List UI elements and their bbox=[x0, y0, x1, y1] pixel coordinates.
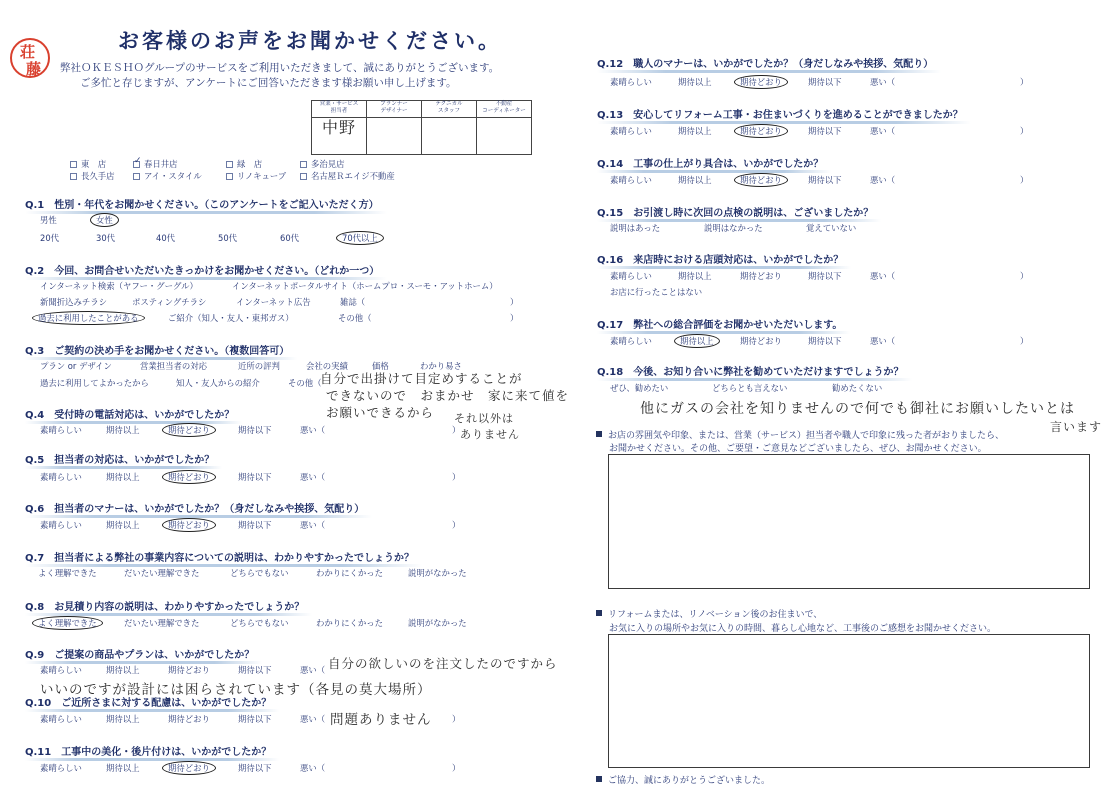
q1-age-20s[interactable]: 20代 bbox=[40, 233, 60, 243]
q2-internet-search[interactable]: インターネット検索（ヤフー・グーグル） bbox=[40, 281, 198, 291]
q2-referral[interactable]: ご紹介（知人・友人・東邦ガス） bbox=[168, 313, 294, 323]
checkbox[interactable] bbox=[133, 173, 140, 180]
q14-excellent[interactable]: 素晴らしい bbox=[610, 175, 652, 185]
q13-excellent[interactable]: 素晴らしい bbox=[610, 126, 652, 136]
q5-bad-close: ） bbox=[452, 472, 461, 482]
q1-age-30s[interactable]: 30代 bbox=[96, 233, 116, 243]
checkbox[interactable] bbox=[70, 161, 77, 168]
q12-excellent[interactable]: 素晴らしい bbox=[610, 77, 652, 87]
q2-magazine-close: ） bbox=[510, 297, 519, 307]
q1-age-70s[interactable]: 70代以上 bbox=[342, 232, 378, 244]
q9-below[interactable]: 期待以下 bbox=[238, 665, 272, 675]
q18-recommend[interactable]: ぜひ、勧めたい bbox=[610, 383, 669, 393]
q3-sales-response[interactable]: 営業担当者の対応 bbox=[140, 361, 207, 371]
q1-age-50s[interactable]: 50代 bbox=[218, 233, 238, 243]
store-east[interactable]: 東 店 bbox=[70, 158, 106, 170]
q7-none[interactable]: 説明がなかった bbox=[408, 568, 467, 578]
q6-above[interactable]: 期待以上 bbox=[106, 520, 140, 530]
q10-handwritten: 問題ありません bbox=[330, 712, 432, 728]
q3-past-good[interactable]: 過去に利用してよかったから bbox=[40, 378, 149, 388]
q10-excellent[interactable]: 素晴らしい bbox=[40, 714, 82, 724]
q5-as-expected[interactable]: 期待どおり bbox=[168, 471, 210, 483]
q17-bad[interactable]: 悪い（ bbox=[870, 336, 896, 346]
company-seal bbox=[10, 38, 50, 78]
q2-other-close: ） bbox=[510, 313, 519, 323]
q17-as-expected[interactable]: 期待どおり bbox=[740, 336, 782, 346]
q9-excellent[interactable]: 素晴らしい bbox=[40, 665, 82, 675]
checkbox[interactable] bbox=[300, 161, 307, 168]
q13-above[interactable]: 期待以上 bbox=[678, 126, 712, 136]
checkbox[interactable] bbox=[70, 173, 77, 180]
q14-as-expected[interactable]: 期待どおり bbox=[740, 174, 782, 186]
free1-prompt-2: お聞かせください。その他、ご要望・ご意見などございましたら、ぜひ、お聞かせください。 bbox=[609, 444, 987, 454]
q16-never-visited[interactable]: お店に行ったことはない bbox=[610, 287, 703, 297]
q18-neither[interactable]: どちらとも言えない bbox=[712, 383, 788, 393]
q2-portal-site[interactable]: インターネットポータルサイト（ホームプロ・スーモ・アットホーム） bbox=[232, 281, 498, 291]
q15-label: Q.15 お引渡し時に次回の点検の説明は、ございましたか？ bbox=[597, 204, 873, 219]
q8-label: Q.8 お見積り内容の説明は、わかりやすかったでしょうか？ bbox=[25, 598, 304, 613]
q6-as-expected[interactable]: 期待どおり bbox=[168, 519, 210, 531]
q4-as-expected[interactable]: 期待どおり bbox=[168, 424, 210, 436]
q13-as-expected[interactable]: 期待どおり bbox=[740, 125, 782, 137]
q4-label: Q.4 受付時の電話対応は、いかがでしたか？ bbox=[25, 406, 234, 421]
free2-prompt-2: お気に入りの場所やお気に入りの時間、暮らし心地など、工事後のご感想をお聞かせください。 bbox=[609, 624, 997, 634]
staff-technical-name[interactable] bbox=[422, 118, 477, 155]
q2-newspaper[interactable]: 新聞折込みチラシ bbox=[40, 297, 107, 307]
seal-char-1: 荘 bbox=[20, 43, 36, 61]
q3-handwritten-1: 自分で出掛けて目定めすることが bbox=[320, 371, 523, 386]
q14-below[interactable]: 期待以下 bbox=[808, 175, 842, 185]
store-nagakute[interactable]: 長久手店 bbox=[70, 170, 115, 182]
q16-as-expected[interactable]: 期待どおり bbox=[740, 271, 782, 281]
q8-hard[interactable]: わかりにくかった bbox=[316, 618, 383, 628]
q10-above[interactable]: 期待以上 bbox=[106, 714, 140, 724]
q10-bad[interactable]: 悪い（ bbox=[300, 714, 326, 724]
q6-below[interactable]: 期待以下 bbox=[238, 520, 272, 530]
q4-above[interactable]: 期待以上 bbox=[106, 425, 140, 435]
q1-age-60s[interactable]: 60代 bbox=[280, 233, 300, 243]
q16-bad[interactable]: 悪い（ bbox=[870, 271, 896, 281]
q2-web-ad[interactable]: インターネット広告 bbox=[236, 297, 311, 307]
q10-bad-close: ） bbox=[452, 714, 461, 724]
q6-label: Q.6 担当者のマナーは、いかがでしたか？（身だしなみや挨拶、気配り） bbox=[25, 500, 364, 515]
q5-above[interactable]: 期待以上 bbox=[106, 472, 140, 482]
q2-past-use[interactable]: 過去に利用したことがある bbox=[38, 312, 139, 324]
checkbox[interactable] bbox=[226, 173, 233, 180]
q1-label: Q.1 性別・年代をお聞かせください。（このアンケートをご記入いただく方） bbox=[25, 196, 379, 211]
q17-label: Q.17 弊社への総合評価をお聞かせいただいします。 bbox=[597, 316, 842, 331]
q14-above[interactable]: 期待以上 bbox=[678, 175, 712, 185]
q17-below[interactable]: 期待以下 bbox=[808, 336, 842, 346]
checkbox-checked[interactable]: ✓ bbox=[134, 156, 142, 166]
square-bullet-icon bbox=[596, 776, 602, 782]
q12-as-expected[interactable]: 期待どおり bbox=[740, 76, 782, 88]
q9-bad[interactable]: 悪い（ bbox=[300, 665, 326, 675]
q9-handwritten-1: 自分の欲しいのを注文したのですから bbox=[328, 656, 558, 671]
checkbox[interactable] bbox=[300, 173, 307, 180]
staff-sales-name[interactable]: 中野 bbox=[312, 118, 367, 155]
q1-female[interactable]: 女性 bbox=[96, 214, 113, 226]
store-midori[interactable]: 緑 店 bbox=[226, 158, 262, 170]
q1-male[interactable]: 男性 bbox=[40, 215, 57, 225]
q8-neither[interactable]: どちらでもない bbox=[230, 618, 289, 628]
q17-excellent[interactable]: 素晴らしい bbox=[610, 336, 652, 346]
q9-as-expected[interactable]: 期待どおり bbox=[168, 665, 210, 675]
q1-age-40s[interactable]: 40代 bbox=[156, 233, 176, 243]
q14-bad-close: ） bbox=[1020, 175, 1029, 185]
staff-table bbox=[311, 100, 532, 155]
store-tajimi[interactable]: 多治見店 bbox=[300, 158, 345, 170]
q17-bad-close: ） bbox=[1020, 336, 1029, 346]
q12-label: Q.12 職人のマナーは、いかがでしたか？（身だしなみや挨拶、気配り） bbox=[597, 55, 933, 70]
q18-not-recommend[interactable]: 勧めたくない bbox=[832, 383, 883, 393]
q16-bad-close: ） bbox=[1020, 271, 1029, 281]
q13-bad[interactable]: 悪い（ bbox=[870, 126, 896, 136]
staff-header-planner: プランナー デザイナー bbox=[367, 101, 422, 118]
store-istyle[interactable]: アイ・スタイル bbox=[133, 170, 202, 182]
q12-below[interactable]: 期待以下 bbox=[808, 77, 842, 87]
q7-mostly[interactable]: だいたい理解できた bbox=[124, 568, 200, 578]
q4-below[interactable]: 期待以下 bbox=[238, 425, 272, 435]
q11-label: Q.11 工事中の美化・後片付けは、いかがでしたか？ bbox=[25, 743, 271, 758]
store-kasugai[interactable]: ✓ 春日井店 bbox=[134, 156, 178, 169]
q3-handwritten-3: お願いできるから bbox=[326, 405, 435, 420]
free1-prompt-1: お店の雰囲気や印象、または、営業（サービス）担当者や職人で印象に残った者がおりましたら、 bbox=[596, 428, 1004, 441]
q11-bad[interactable]: 悪い（ bbox=[300, 763, 326, 773]
q3-clarity[interactable]: わかり易さ bbox=[420, 361, 462, 371]
q2-magazine[interactable]: 雑誌（ bbox=[340, 297, 366, 307]
q9-label: Q.9 ご提案の商品やプランは、いかがでしたか？ bbox=[25, 646, 254, 661]
q4-handwritten-1: それ以外は bbox=[454, 412, 514, 425]
q3-other[interactable]: その他（ bbox=[288, 378, 322, 388]
q16-below[interactable]: 期待以下 bbox=[808, 271, 842, 281]
q13-label: Q.13 安心してリフォーム工事・お住まいづくりを進めることができましたか？ bbox=[597, 106, 963, 121]
q16-above[interactable]: 期待以上 bbox=[678, 271, 712, 281]
intro-line-1: 弊社ＯＫＥＳＨＯグループのサービスをご利用いただきまして、誠にありがとうございます。 bbox=[60, 62, 500, 74]
q7-understood-well[interactable]: よく理解できた bbox=[38, 568, 97, 578]
q3-friend-referral[interactable]: 知人・友人からの紹介 bbox=[176, 378, 260, 388]
q11-bad-close: ） bbox=[452, 763, 461, 773]
q10-below[interactable]: 期待以下 bbox=[238, 714, 272, 724]
q18-label: Q.18 今後、お知り合いに弊社を勧めていただけますでしょうか？ bbox=[597, 363, 904, 378]
thanks: ご協力、誠にありがとうございました。 bbox=[596, 773, 770, 786]
q11-above[interactable]: 期待以上 bbox=[106, 763, 140, 773]
free1-textarea[interactable] bbox=[608, 454, 1090, 589]
q18-handwritten-2: 言います bbox=[1050, 420, 1103, 434]
q11-excellent[interactable]: 素晴らしい bbox=[40, 763, 82, 773]
q12-bad-close: ） bbox=[1020, 77, 1029, 87]
q15-explained[interactable]: 説明はあった bbox=[610, 223, 661, 233]
q2-other[interactable]: その他（ bbox=[338, 313, 372, 323]
q3-reputation[interactable]: 近所の評判 bbox=[238, 361, 280, 371]
q4-bad-close: ） bbox=[452, 425, 461, 435]
q16-excellent[interactable]: 素晴らしい bbox=[610, 271, 652, 281]
q13-below[interactable]: 期待以下 bbox=[808, 126, 842, 136]
store-r-age[interactable]: 名古屋Ｒエイジ不動産 bbox=[300, 170, 395, 182]
q5-label: Q.5 担当者の対応は、いかがでしたか？ bbox=[25, 451, 214, 466]
q12-above[interactable]: 期待以上 bbox=[678, 77, 712, 87]
q4-bad[interactable]: 悪い（ bbox=[300, 425, 326, 435]
q9-above[interactable]: 期待以上 bbox=[106, 665, 140, 675]
q5-excellent[interactable]: 素晴らしい bbox=[40, 472, 82, 482]
q6-excellent[interactable]: 素晴らしい bbox=[40, 520, 82, 530]
q8-understood-well[interactable]: よく理解できた bbox=[38, 617, 97, 629]
q4-handwritten-2: ありません bbox=[460, 428, 520, 441]
q13-bad-close: ） bbox=[1020, 126, 1029, 136]
square-bullet-icon bbox=[596, 610, 602, 616]
q3-handwritten-2: できないので おまかせ 家に来て値を bbox=[326, 388, 570, 403]
staff-header-sales: 営業・サービス 担当者 bbox=[312, 101, 367, 118]
q11-as-expected[interactable]: 期待どおり bbox=[168, 762, 210, 774]
q2-label: Q.2 今回、お問合せいただいたきっかけをお聞かせください。（どれか一つ） bbox=[25, 262, 379, 277]
q17-above[interactable]: 期待以上 bbox=[680, 335, 714, 347]
staff-header-technical: テクニカル スタッフ bbox=[422, 101, 477, 118]
q14-label: Q.14 工事の仕上がり具合は、いかがでしたか？ bbox=[597, 155, 823, 170]
free2-prompt-1: リフォームまたは、リノベーション後のお住まいで、 bbox=[596, 607, 822, 620]
q5-bad[interactable]: 悪い（ bbox=[300, 472, 326, 482]
q14-bad[interactable]: 悪い（ bbox=[870, 175, 896, 185]
q10-as-expected[interactable]: 期待どおり bbox=[168, 714, 210, 724]
q7-hard[interactable]: わかりにくかった bbox=[316, 568, 383, 578]
square-bullet-icon bbox=[596, 431, 602, 437]
q10-label: Q.10 ご近所さまに対する配慮は、いかがでしたか？ bbox=[25, 694, 271, 709]
q3-plan-design[interactable]: プラン or デザイン bbox=[40, 361, 112, 371]
q8-mostly[interactable]: だいたい理解できた bbox=[124, 618, 200, 628]
staff-planner-name[interactable] bbox=[367, 118, 422, 155]
q4-excellent[interactable]: 素晴らしい bbox=[40, 425, 82, 435]
seal-char-2: 藤 bbox=[26, 60, 42, 78]
q7-label: Q.7 担当者による弊社の事業内容についての説明は、わかりやすかったでしょうか？ bbox=[25, 549, 414, 564]
q15-dont-remember[interactable]: 覚えていない bbox=[806, 223, 857, 233]
free2-textarea[interactable] bbox=[608, 634, 1090, 768]
intro-line-2: ご多忙と存じますが、アンケートにご回答いただきます様お願い申し上げます。 bbox=[80, 77, 457, 89]
q3-label: Q.3 ご契約の決め手をお聞かせください。（複数回答可） bbox=[25, 342, 289, 357]
checkbox[interactable] bbox=[226, 161, 233, 168]
store-renocube[interactable]: リノキューブ bbox=[226, 170, 286, 182]
q18-handwritten-1: 他にガスの会社を知りませんので何でも御社にお願いしたいとは bbox=[640, 401, 1075, 417]
q2-posting[interactable]: ポスティングチラシ bbox=[132, 297, 207, 307]
staff-realestate-name[interactable] bbox=[477, 118, 532, 155]
q11-below[interactable]: 期待以下 bbox=[238, 763, 272, 773]
q5-below[interactable]: 期待以下 bbox=[238, 472, 272, 482]
q8-none[interactable]: 説明がなかった bbox=[408, 618, 467, 628]
q12-bad[interactable]: 悪い（ bbox=[870, 77, 896, 87]
q16-label: Q.16 来店時における店頭対応は、いかがでしたか？ bbox=[597, 251, 843, 266]
q3-price[interactable]: 価格 bbox=[372, 361, 389, 371]
q9-handwritten-2: いいのですが設計には困らされています（各見の莫大場所） bbox=[40, 682, 432, 698]
staff-header-realestate: 不動産 コーディネーター bbox=[477, 101, 532, 118]
q3-track-record[interactable]: 会社の実績 bbox=[306, 361, 348, 371]
q15-not-explained[interactable]: 説明はなかった bbox=[704, 223, 763, 233]
q7-neither[interactable]: どちらでもない bbox=[230, 568, 289, 578]
q6-bad[interactable]: 悪い（ bbox=[300, 520, 326, 530]
page-title: お客様のお声をお聞かせください。 bbox=[118, 29, 502, 53]
q6-bad-close: ） bbox=[452, 520, 461, 530]
